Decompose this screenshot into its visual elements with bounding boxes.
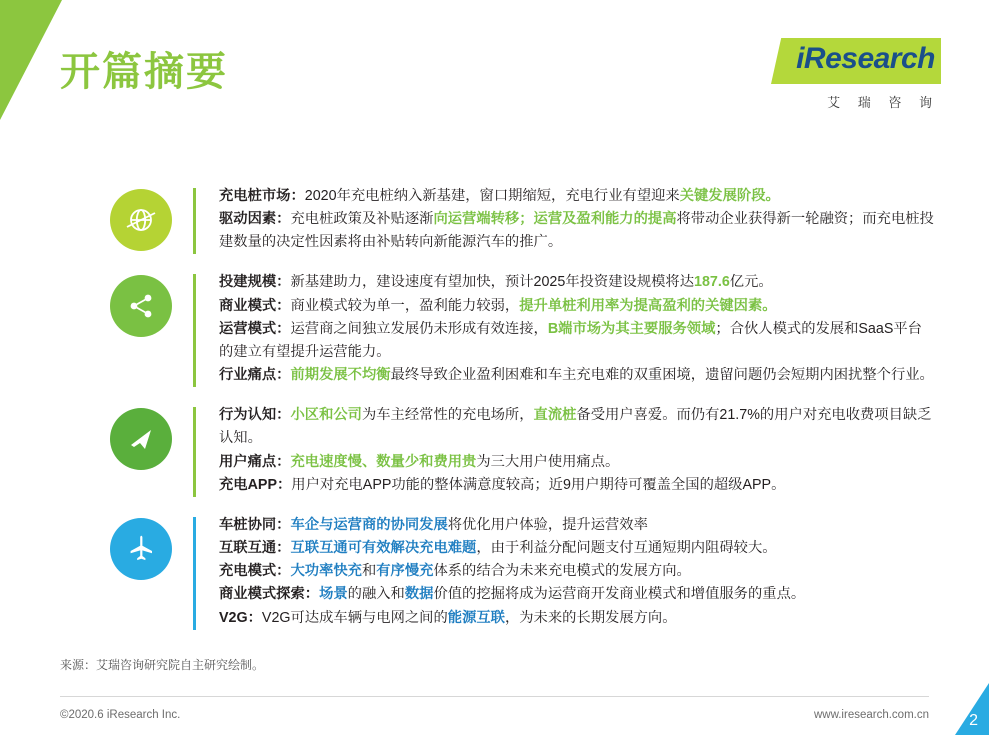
section-line [219,185,935,208]
section-line [219,451,935,474]
section-bar [193,274,196,387]
line-part-highlight: 互联互通可有效解决充电难题 [290,540,477,557]
section-text [201,404,935,497]
line-label: 充电模式： [219,563,291,580]
line-part-highlight: 向运营端转移；运营及盈利能力的提高 [433,211,677,228]
airplane-icon [110,518,172,580]
logo-wordmark [796,42,935,76]
section-text [201,271,935,387]
line-part: 将带动企业获得新一轮融资；而充电桩投建数量的决定性因素将由补贴转向新能源汽车的推广。 [219,211,934,251]
section-icon-cell [95,514,187,580]
line-part: 的融入和 [347,586,405,603]
line-part-highlight: 能源互联 [447,609,505,626]
summary-section [95,185,935,254]
section-line [219,560,935,583]
line-part-highlight: 关键发展阶段。 [679,188,780,204]
page-number: 2 [969,712,978,729]
line-label: 运营模式： [219,320,291,337]
line-part: 体系的结合为未来充电模式的发展方向。 [433,563,691,580]
section-bar [193,407,196,497]
logo-subtitle: 艾 瑞 咨 询 [827,95,939,110]
line-part: 新基建助力，建设速度有望加快，预计2025年投资建设规模将达 [290,274,695,291]
section-line [219,404,935,450]
line-part: 运营商之间独立发展仍未形成有效连接， [290,320,548,337]
footer-divider [60,696,929,697]
section-bar-cell [187,185,201,254]
line-part: 将优化用户体验，提升运营效率 [447,516,648,533]
section-bar-cell [187,404,201,497]
website-text: www.iresearch.com.cn [813,709,929,721]
summary-sections [95,185,935,647]
line-label: 行为认知： [219,407,291,424]
section-icon-cell [95,271,187,337]
line-part-highlight: 直流桩 [533,407,577,424]
line-label: 车桩协同： [219,516,291,533]
section-bar [193,188,196,254]
line-part-highlight: 大功率快充 [290,563,362,580]
section-line [219,318,935,364]
summary-section [95,404,935,497]
line-part: 为三大用户使用痛点。 [476,453,620,470]
line-part: V2G可达成车辆与电网之间的 [261,609,448,626]
line-part: ；合伙人模式的发展和SaaS平台的建立有望提升运营能力。 [219,320,922,360]
section-icon-cell [95,185,187,251]
line-label: 充电桩市场： [219,188,305,204]
section-line [219,271,935,294]
section-text [201,514,935,630]
line-label: 投建规模： [219,274,291,291]
section-line [219,364,935,387]
page-title: 开篇摘要 [60,50,228,94]
section-line [219,208,935,254]
line-part-highlight: 有序慢充 [376,563,434,580]
section-icon-cell [95,404,187,470]
line-part: 和 [361,563,377,580]
logo-wordmark-i: i [796,42,804,75]
section-bar-cell [187,271,201,387]
line-part: 商业模式较为单一，盈利能力较弱， [290,297,520,314]
corner-accent-outer [0,0,62,120]
section-line [219,583,935,606]
line-part-highlight: B端市场为其主要服务领域 [547,320,716,337]
globe-icon [110,189,172,251]
section-line [219,607,935,630]
line-part: ，为未来的长期发展方向。 [504,609,677,626]
paper-plane-icon [110,408,172,470]
line-part: 用户对充电APP功能的整体满意度较高；近9用户期待可覆盖全国的超级APP。 [291,476,786,493]
line-part-highlight: 前期发展不均衡 [290,367,391,384]
line-part-highlight: 提升单桩利用率为提高盈利的关键因素。 [519,297,777,314]
line-part: 充电桩政策及补贴逐渐 [290,211,434,228]
line-part: 2020年充电桩纳入新基建，窗口期缩短，充电行业有望迎来 [304,188,680,204]
line-part-highlight: 小区和公司 [290,407,362,424]
section-bar-cell [187,514,201,630]
line-part: 备受用户喜爱。而仍有21.7%的用户对充电收费项目缺乏认知。 [219,407,932,447]
section-text [201,185,935,254]
line-part: 亿元。 [729,274,773,291]
line-part: 为车主经常性的充电场所， [361,407,534,424]
source-note: 来源：艾瑞咨询研究院自主研究绘制。 [60,658,265,672]
line-label: 驱动因素： [219,211,291,228]
line-part-highlight: 充电速度慢、数量少和费用贵 [290,453,477,470]
summary-section [95,271,935,387]
logo-wordmark-rest: Research [803,42,935,75]
line-part: ，由于利益分配问题支付互通短期内阻碍较大。 [476,540,777,557]
section-bar [193,517,196,630]
line-part-highlight: 数据 [404,586,434,603]
line-label: V2G： [219,609,262,626]
line-part: 最终导致企业盈利困难和车主充电难的双重困境，遗留问题仍会短期内困扰整个行业。 [390,367,934,384]
logo-shape [771,38,941,86]
share-icon [110,275,172,337]
line-part-highlight: 场景 [319,586,348,603]
line-label: 互联互通： [219,540,291,557]
summary-section [95,514,935,630]
line-label: 商业模式探索： [219,586,320,603]
section-line [219,514,935,537]
line-label: 行业痛点： [219,367,291,384]
line-part-highlight: 车企与运营商的协同发展 [290,516,448,533]
iresearch-logo [771,38,941,111]
line-label: 商业模式： [219,297,291,314]
line-label: 用户痛点： [219,453,291,470]
section-line [219,537,935,560]
section-line [219,474,935,497]
line-part: 价值的挖掘将成为运营商开发商业模式和增值服务的重点。 [433,586,806,603]
line-part-highlight: 187.6 [694,274,730,291]
line-label: 充电APP： [219,476,292,493]
section-line [219,295,935,318]
copyright-text: ©2020.6 iResearch Inc. [60,709,181,721]
